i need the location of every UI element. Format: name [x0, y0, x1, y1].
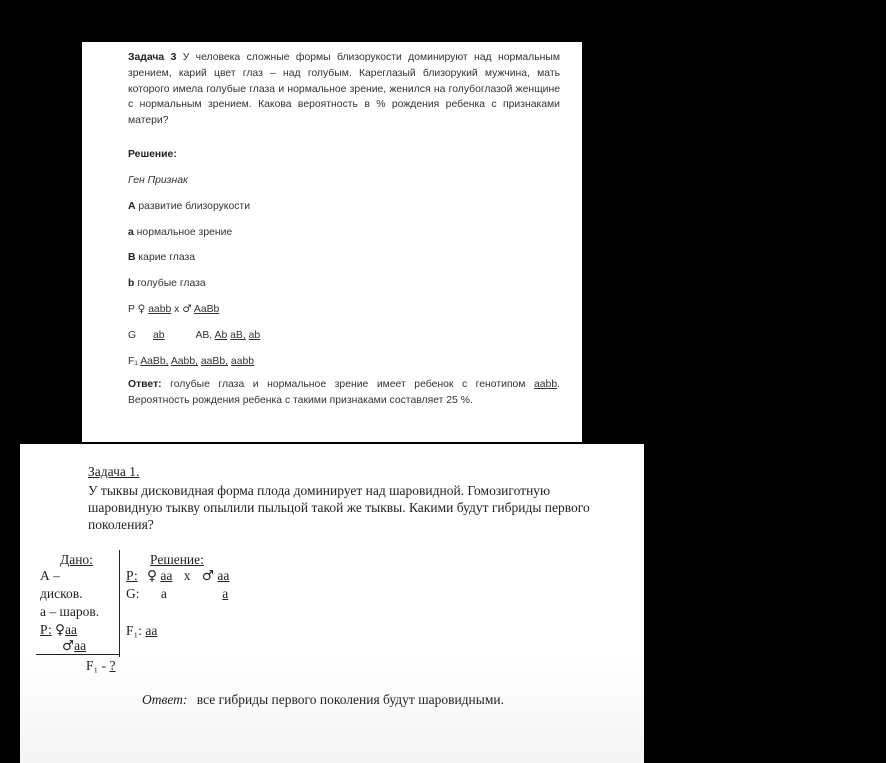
- task1-title: Задача 1.: [88, 464, 140, 479]
- given-parents-female: Р: ♀аа: [40, 622, 78, 638]
- given-divider-vertical: [119, 550, 120, 657]
- given-line-2: дисков.: [40, 586, 83, 601]
- f1-line: F₁ AaBb, Aabb, aaBb, aabb: [128, 356, 255, 367]
- task1-answer: Ответ: все гибриды первого поколения будут шаровидными.: [142, 692, 504, 707]
- solution-gametes: G: а а: [126, 586, 229, 601]
- gene-row-b-recessive: b голубые глаза: [128, 278, 206, 289]
- female-icon: ♀: [55, 622, 66, 638]
- task3-answer: Ответ: голубые глаза и нормальное зрение имеет ребенок с генотипом aabb. Вероятность рождения ребенка с такими признаками составляет 25 %.: [128, 379, 560, 406]
- given-line-1: А –: [40, 568, 60, 583]
- given-line-3: а – шаров.: [40, 604, 100, 619]
- female-icon: ♀: [137, 303, 146, 315]
- given-label: Дано:: [60, 552, 93, 567]
- given-parents-male: ♂аа: [62, 638, 87, 654]
- gene-row-a-dominant: А развитие близорукости: [128, 201, 250, 212]
- task1-text: У тыквы дисковидная форма плода доминирует над шаровидной. Гомозиготную шаровидную тыкву опылили пыльцой такой же тыквы. Какими будут гибриды первого поколения?: [88, 483, 590, 532]
- male-icon: ♂: [182, 303, 192, 315]
- given-divider-horizontal: [36, 654, 120, 655]
- task3-page: [82, 42, 582, 442]
- gene-row-a-recessive: а нормальное зрение: [128, 227, 233, 238]
- given-f1: F₁ - ?: [86, 658, 116, 673]
- female-icon: ♀: [147, 568, 158, 584]
- gene-row-b-dominant: В карие глаза: [128, 252, 196, 263]
- gametes-line: G ab AB, Ab aB, ab: [128, 330, 261, 341]
- task3-solution-label: Решение:: [128, 149, 177, 160]
- solution-parents: Р: ♀ аа х ♂ аа: [126, 568, 230, 584]
- task3-title: Задача 3: [128, 52, 177, 63]
- gene-trait-header: Ген Признак: [128, 175, 188, 186]
- solution-f1: F₁: аа: [126, 623, 158, 638]
- solution-label: Решение:: [150, 552, 204, 567]
- male-icon: ♂: [201, 568, 214, 584]
- task1-page: [20, 444, 644, 763]
- male-icon: ♂: [62, 638, 75, 654]
- task3-text: У человека сложные формы близорукости доминируют над нормальным зрением, карий цвет глаз – над голубым. Кареглазый близорукий мужчина, мать которого имела голубые глаза и нормальное зрение, женился на голубоглазой женщине с нормальным зрением. Какова вероятность в % рождения ребенка с признаками матери?: [128, 52, 560, 127]
- task3-statement: [128, 50, 560, 129]
- parents-line: P ♀ aabb x ♂ AaBb: [128, 303, 220, 315]
